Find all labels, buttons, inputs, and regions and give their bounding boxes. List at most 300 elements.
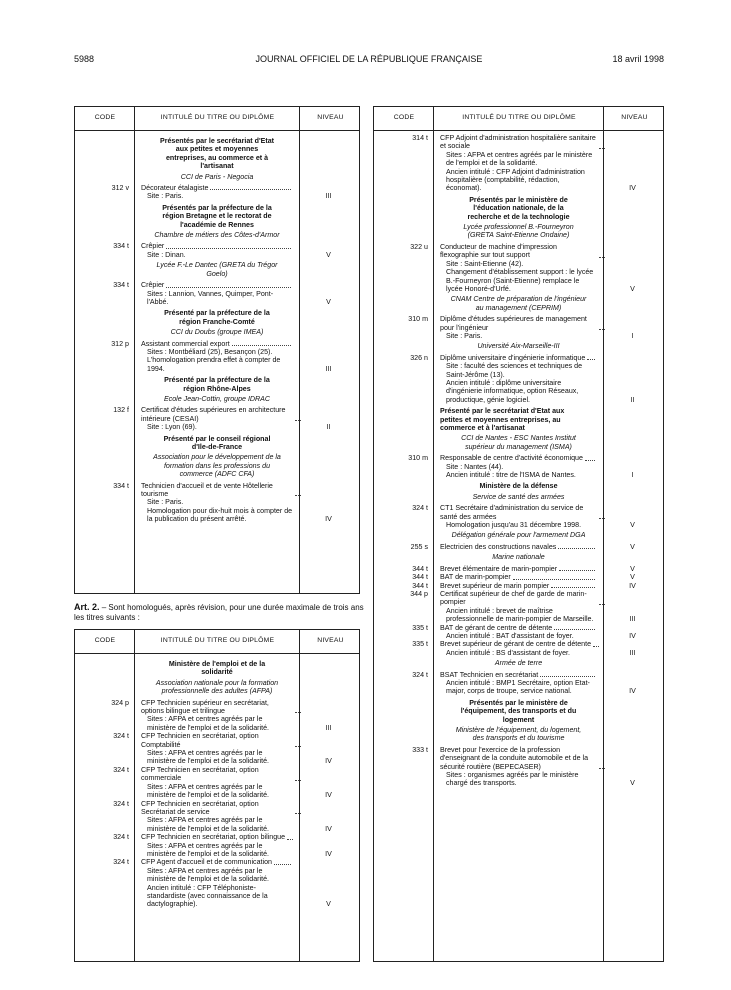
table-row	[75, 833, 359, 858]
institution-text: CCI du Doubs (groupe IMEA)	[170, 328, 264, 337]
section-text: Présenté par le secrétariat d'Etat aux petites et moyennes entreprises, au commerce et à l'artisanat	[440, 407, 565, 432]
table-row	[374, 624, 663, 641]
entry-title: Décorateur étalagiste	[141, 184, 209, 193]
entry-code: 326 n	[410, 353, 428, 362]
institution-row	[374, 529, 663, 542]
section-heading	[135, 134, 298, 171]
dot-leader	[274, 858, 291, 864]
empty-code	[374, 432, 434, 454]
table-row	[75, 242, 359, 259]
entry-title: CFP Technicien en secrétariat, option Secrétariat de service	[141, 799, 259, 816]
entry-title-line	[440, 573, 597, 581]
table-row	[374, 640, 663, 657]
table-row	[374, 573, 663, 581]
entry-niveau: IV	[325, 791, 332, 800]
table-row	[75, 800, 359, 834]
entry-title: Crêpier	[141, 281, 165, 290]
table-row	[374, 590, 663, 624]
entry-niveau: I	[631, 331, 634, 340]
entry-niveau: III	[325, 723, 332, 732]
empty-code	[374, 193, 434, 221]
entry-detail: Sites : AFPA et centres agréés par le ministère de l'emploi et de la solidarité.	[147, 715, 270, 732]
entry-title: Brevet supérieur de gérant de centre de détente	[440, 640, 592, 649]
entry-code: 312 v	[111, 184, 129, 193]
section-row	[75, 657, 359, 677]
entry-code: 344 p	[410, 589, 428, 598]
entry-title-line	[440, 315, 597, 332]
empty-niveau	[298, 171, 359, 184]
entry-detail: Site : Paris.	[446, 331, 483, 340]
entry-niveau: V	[630, 542, 635, 551]
entry-title: Brevet supérieur de marin pompier	[440, 581, 550, 590]
empty-code	[374, 221, 434, 243]
dot-leader	[166, 281, 291, 287]
header-intitule: INTITULÉ DU TITRE OU DIPLÔME	[160, 114, 275, 121]
entry-title-line	[440, 354, 597, 362]
entry-title: CFP Technicien en secrétariat, option bilingue	[141, 833, 286, 842]
entry-intitule	[434, 624, 602, 641]
section-text: Présenté par la préfecture de la région Rhône-Alpes	[164, 376, 270, 393]
institution-name	[135, 259, 298, 281]
entry-code: 344 t	[412, 564, 428, 573]
table-row	[374, 454, 663, 479]
header-intitule: INTITULÉ DU TITRE OU DIPLÔME	[160, 637, 275, 644]
entry-code: 324 t	[113, 799, 129, 808]
entry-title: Brevet pour l'exercice de la profession d'enseignant de la conduite automobile et de la sécurité routière (BEPECASER)	[440, 745, 589, 771]
empty-code	[374, 529, 434, 542]
table-row	[374, 243, 663, 293]
entry-niveau: V	[630, 779, 635, 788]
entry-niveau: IV	[629, 631, 636, 640]
entry-niveau: IV	[629, 581, 636, 590]
empty-code	[75, 259, 135, 281]
empty-code	[75, 657, 135, 677]
entry-code: 324 t	[113, 765, 129, 774]
entry-detail: Sites : Lannion, Vannes, Quimper, Pont-l'Abbé.	[147, 289, 274, 306]
table-row	[374, 671, 663, 696]
entry-niveau: I	[631, 471, 634, 480]
entry-title: Technicien d'accueil et de vente Hôtellerie tourisme	[141, 481, 273, 499]
table-row	[75, 766, 359, 800]
entry-title: BAT de gérant de centre de détente	[440, 623, 553, 632]
entry-title-line	[141, 858, 293, 866]
empty-niveau	[602, 293, 663, 315]
entry-detail: Site : Lyon (69).	[147, 423, 197, 432]
empty-niveau	[602, 529, 663, 542]
institution-text: Association nationale pour la formation professionnelle des adultes (AFPA)	[155, 678, 279, 696]
institution-name	[135, 451, 298, 481]
empty-niveau	[602, 404, 663, 432]
entry-code: 344 t	[412, 581, 428, 590]
institution-name	[434, 293, 602, 315]
entry-code: 334 t	[113, 481, 129, 490]
table-row	[374, 315, 663, 340]
empty-code	[75, 326, 135, 339]
institution-name	[434, 724, 602, 746]
section-heading	[434, 404, 602, 432]
entry-niveau: V	[326, 250, 331, 259]
entry-intitule	[135, 281, 298, 306]
entry-code: 132 f	[113, 406, 129, 415]
institution-row	[75, 259, 359, 281]
entry-niveau: III	[629, 615, 636, 624]
empty-code	[75, 201, 135, 229]
table-row	[75, 406, 359, 431]
entry-title: CFP Adjoint d'administration hospitalière sanitaire et sociale	[440, 134, 596, 151]
entry-detail: Sites : AFPA et centres agréés par le ministère de l'emploi et de la solidarité.	[147, 749, 270, 766]
entry-detail: Changement d'établissement support : le lycée B.-Fourneyron (Saint-Etienne) remplace le lycée Honoré-d'Urfé.	[446, 268, 594, 293]
entry-detail: Ancien intitulé : brevet de maîtrise professionnelle de marin-pompier de Marseille.	[446, 606, 594, 624]
entry-title: CT1 Secrétaire d'administration du service de santé des armées	[440, 504, 584, 521]
entry-niveau: IV	[325, 849, 332, 858]
entry-intitule	[434, 565, 602, 573]
entry-title-line	[141, 242, 293, 250]
entry-intitule	[135, 184, 298, 201]
entry-detail: Ancien intitulé : BAT d'assistant de foyer.	[446, 631, 574, 640]
empty-code	[374, 657, 434, 670]
entry-detail: Site : Paris.	[147, 192, 184, 201]
article-2	[74, 602, 364, 623]
institution-name	[135, 677, 298, 699]
entry-title-line	[440, 640, 597, 648]
entry-code: 312 p	[111, 339, 129, 348]
header-niveau: NIVEAU	[317, 637, 344, 644]
empty-code	[374, 724, 434, 746]
entry-title: CFP Agent d'accueil et de communication	[141, 858, 272, 867]
table-row	[75, 699, 359, 733]
entry-code: 310 m	[408, 315, 428, 324]
entry-code: 334 t	[113, 281, 129, 290]
section-row	[374, 696, 663, 724]
entry-code: 324 t	[113, 858, 129, 867]
entry-niveau: V	[326, 297, 331, 306]
entry-title-line	[440, 543, 597, 551]
entry-code: 333 t	[412, 745, 428, 754]
entry-intitule	[434, 640, 602, 657]
entry-niveau: II	[326, 423, 331, 432]
table-row	[374, 565, 663, 573]
header-niveau: NIVEAU	[317, 114, 344, 121]
entry-detail: Sites : AFPA et centres agréés par le ministère de l'emploi et de la solidarité.	[147, 841, 270, 858]
entry-detail: Sites : AFPA et centres agréés par le ministère de l'emploi et de la solidarité.	[147, 816, 270, 833]
empty-niveau	[298, 259, 359, 281]
entry-detail: Ancien intitulé : BS d'assistant de foyer.	[446, 648, 570, 657]
entry-intitule	[135, 406, 298, 431]
section-text: Présenté par la préfecture de la région Franche-Comté	[164, 309, 270, 326]
entry-intitule	[434, 354, 602, 404]
entry-intitule	[434, 573, 602, 581]
dot-leader	[587, 354, 595, 360]
entry-intitule	[135, 800, 298, 834]
table-right	[373, 106, 664, 962]
empty-niveau	[298, 451, 359, 481]
dot-leader	[540, 671, 595, 677]
entry-intitule	[135, 732, 298, 766]
article-label: Art. 2.	[74, 602, 100, 612]
institution-text: Service de santé des armées	[472, 492, 565, 501]
entry-niveau: II	[630, 395, 635, 404]
entry-title-line	[440, 243, 597, 260]
institution-text: Délégation générale pour l'armement DGA	[451, 531, 586, 540]
entry-title: Certificat supérieur de chef de garde de marin-pompier	[440, 589, 587, 607]
table-left-top	[74, 106, 360, 594]
empty-code	[374, 340, 434, 353]
table-row	[374, 746, 663, 788]
entry-detail: Ancien intitulé : diplôme universitaire d'ingénierie informatique, option Réseaux, productique, génie logiciel.	[446, 378, 579, 404]
section-text: Présenté par le conseil régional d'Ile-de-France	[163, 434, 271, 451]
institution-row	[75, 326, 359, 339]
section-row	[374, 193, 663, 221]
entry-title-line	[141, 406, 293, 423]
table-header	[75, 630, 359, 654]
empty-niveau	[298, 393, 359, 406]
institution-text: Association pour le développement de la formation dans les professions du commerce (ADFC CFA)	[153, 453, 281, 479]
institution-name	[434, 551, 602, 564]
entry-title-line	[440, 134, 597, 151]
table-row	[374, 134, 663, 193]
dot-leader	[559, 565, 595, 571]
entry-intitule	[135, 833, 298, 858]
institution-text: CNAM Centre de préparation de l'ingénieur au management (CEPRIM)	[450, 295, 587, 312]
entry-detail: Sites : organismes agréés par le ministère chargé des transports.	[446, 771, 579, 788]
entry-title-line	[141, 833, 293, 841]
entry-title-line	[440, 671, 597, 679]
dot-leader	[585, 454, 595, 460]
entry-title: CFP Technicien en secrétariat, option commerciale	[141, 765, 259, 783]
empty-code	[374, 696, 434, 724]
table-row	[75, 340, 359, 374]
header-code: CODE	[94, 114, 116, 121]
entry-niveau: IV	[325, 757, 332, 766]
entry-detail: Ancien intitulé : titre de l'ISMA de Nantes.	[446, 471, 576, 480]
empty-niveau	[602, 432, 663, 454]
entry-code: 334 t	[113, 242, 129, 251]
header-code: CODE	[94, 637, 116, 644]
table-row	[75, 858, 359, 908]
institution-row	[374, 657, 663, 670]
section-heading	[434, 193, 602, 221]
entry-title-line	[440, 454, 597, 462]
institution-name	[434, 432, 602, 454]
empty-niveau	[298, 201, 359, 229]
entry-intitule	[434, 243, 602, 293]
dot-leader	[210, 184, 291, 190]
entry-title-line	[440, 624, 597, 632]
institution-text: Université Aix-Marseille-III	[477, 342, 560, 351]
empty-niveau	[298, 657, 359, 677]
table-row	[374, 354, 663, 404]
section-text: Présentés par la préfecture de la région Bretagne et le rectorat de l'académie de Rennes	[162, 203, 272, 229]
dot-leader	[551, 582, 595, 588]
entry-title-line	[440, 746, 597, 771]
entry-code: 324 t	[412, 504, 428, 513]
institution-name	[434, 657, 602, 670]
entry-title: Diplôme universitaire d'ingénierie informatique	[440, 353, 586, 362]
entry-niveau: III	[325, 192, 332, 201]
empty-code	[75, 677, 135, 699]
entry-title-line	[440, 565, 597, 573]
entry-code: 324 p	[111, 698, 129, 707]
institution-name	[135, 171, 298, 184]
empty-code	[75, 393, 135, 406]
institution-text: Chambre de métiers des Côtes-d'Armor	[154, 231, 280, 240]
empty-niveau	[298, 326, 359, 339]
entry-detail: Site : Nantes (44).	[446, 462, 504, 471]
section-text: Ministère de l'emploi et de la solidarité	[168, 660, 266, 677]
entry-niveau: IV	[325, 824, 332, 833]
empty-niveau	[298, 432, 359, 452]
institution-row	[75, 229, 359, 242]
section-text: Présentés par le secrétariat d'Etat aux petites et moyennes entreprises, au commerce et à l'artisanat	[159, 137, 275, 171]
empty-niveau	[602, 221, 663, 243]
institution-row	[75, 393, 359, 406]
institution-row	[374, 724, 663, 746]
entry-intitule	[135, 482, 298, 524]
table-row	[374, 543, 663, 551]
institution-row	[374, 491, 663, 504]
entry-detail: Sites : AFPA et centres agréés par le ministère de l'emploi et de la solidarité.	[446, 150, 593, 168]
entry-title-line	[141, 281, 293, 289]
section-heading	[135, 201, 298, 229]
section-heading	[135, 306, 298, 326]
table-row	[75, 732, 359, 766]
entry-title-line	[141, 699, 293, 716]
entry-niveau: IV	[629, 184, 636, 193]
institution-text: Armée de terre	[494, 659, 543, 668]
entry-code: 335 t	[412, 623, 428, 632]
entry-detail: Homologation pour dix-huit mois à compter de la publication du présent arrêté.	[147, 506, 293, 524]
section-row	[75, 201, 359, 229]
entry-detail: L'homologation prendra effet à compter de 1994.	[147, 356, 281, 373]
entry-title-line	[141, 766, 293, 783]
institution-text: Ministère de l'équipement, du logement, des transports et du tourisme	[455, 726, 582, 743]
table-header	[75, 107, 359, 131]
entry-detail: Ancien intitulé : CFP Adjoint d'administration hospitalière (comptabilité, rédaction, économat).	[446, 167, 585, 193]
entry-title: Conducteur de machine d'impression flexographie sur tout support	[440, 242, 557, 260]
empty-niveau	[602, 340, 663, 353]
entry-title-line	[141, 184, 293, 192]
entry-title: Assistant commercial export	[141, 339, 230, 348]
entry-intitule	[434, 582, 602, 590]
entry-title: BSAT Technicien en secrétariat	[440, 670, 539, 679]
empty-niveau	[298, 373, 359, 393]
empty-niveau	[298, 229, 359, 242]
entry-code: 324 t	[412, 670, 428, 679]
entry-niveau: V	[630, 564, 635, 573]
empty-niveau	[602, 479, 663, 490]
dot-leader	[232, 340, 291, 346]
empty-niveau	[298, 134, 359, 171]
institution-row	[374, 293, 663, 315]
page-number: 5988	[74, 54, 95, 64]
entry-intitule	[434, 543, 602, 551]
entry-niveau: IV	[325, 515, 332, 524]
journal-title: JOURNAL OFFICIEL DE LA RÉPUBLIQUE FRANÇAISE	[255, 54, 483, 64]
entry-detail: Homologation jusqu'au 31 décembre 1998.	[446, 521, 582, 530]
header-code: CODE	[393, 114, 415, 121]
entry-intitule	[434, 454, 602, 479]
entry-intitule	[135, 858, 298, 908]
section-heading	[434, 479, 602, 490]
institution-row	[374, 340, 663, 353]
table-row	[75, 281, 359, 306]
entry-code: 322 u	[410, 242, 428, 251]
entry-title: Brevet élémentaire de marin-pompier	[440, 564, 558, 573]
institution-row	[374, 551, 663, 564]
empty-niveau	[602, 491, 663, 504]
institution-text: Lycée F.-Le Dantec (GRETA du Trégor Goelo)	[156, 261, 278, 278]
table-body	[75, 134, 359, 593]
section-row	[75, 134, 359, 171]
entry-title: CFP Technicien supérieur en secrétariat, options bilingue et trilingue	[141, 698, 269, 716]
entry-code: 255 s	[410, 542, 428, 551]
institution-text: Ecole Jean-Cottin, groupe IDRAC	[163, 394, 271, 403]
empty-niveau	[298, 677, 359, 699]
entry-title-line	[141, 800, 293, 817]
empty-niveau	[602, 551, 663, 564]
entry-title: Responsable de centre d'activité économique	[440, 454, 583, 463]
institution-name	[434, 221, 602, 243]
empty-niveau	[602, 696, 663, 724]
entry-title: BAT de marin-pompier	[440, 573, 511, 582]
empty-code	[374, 479, 434, 490]
entry-detail: Ancien intitulé : BMP1 Secrétaire, option Etat-major, corps de troupe, service national.	[446, 678, 590, 696]
entry-detail: Sites : AFPA et centres agréés par le ministère de l'emploi et de la solidarité.	[147, 866, 270, 884]
institution-name	[434, 340, 602, 353]
empty-code	[75, 306, 135, 326]
empty-code	[75, 229, 135, 242]
institution-row	[75, 451, 359, 481]
empty-niveau	[298, 306, 359, 326]
entry-niveau: V	[326, 900, 331, 909]
entry-niveau: III	[629, 648, 636, 657]
section-heading	[135, 657, 298, 677]
entry-title: Crêpier	[141, 242, 165, 251]
entry-niveau: III	[325, 364, 332, 373]
table-row	[75, 482, 359, 524]
dot-leader	[287, 833, 293, 839]
entry-title: Diplôme d'études supérieures de management pour l'ingénieur	[440, 315, 587, 332]
entry-code: 344 t	[412, 573, 428, 582]
table-row	[374, 504, 663, 529]
empty-code	[75, 373, 135, 393]
entry-niveau: V	[630, 521, 635, 530]
table-header	[374, 107, 663, 131]
section-row	[374, 479, 663, 490]
section-heading	[135, 432, 298, 452]
entry-title-line	[440, 504, 597, 521]
entry-intitule	[434, 134, 602, 193]
institution-name	[135, 393, 298, 406]
entry-detail: Site : Paris.	[147, 498, 184, 507]
section-text: Présentés par le ministère de l'équipement, des transports et du logement	[460, 698, 577, 724]
empty-code	[374, 404, 434, 432]
dot-leader	[593, 640, 599, 646]
empty-niveau	[602, 724, 663, 746]
entry-intitule	[135, 699, 298, 733]
entry-niveau: V	[630, 284, 635, 293]
article-text: – Sont homologués, après révision, pour une durée maximale de trois ans les titres suivants :	[74, 603, 364, 622]
empty-code	[75, 134, 135, 171]
entry-detail: Site : Saint-Etienne (42).	[446, 259, 524, 268]
institution-row	[75, 171, 359, 184]
institution-text: Marine nationale	[492, 553, 545, 562]
table-body	[374, 134, 663, 961]
entry-niveau: IV	[629, 687, 636, 696]
entry-intitule	[434, 504, 602, 529]
entry-title: Certificat d'études supérieures en architecture intérieure (CESAI)	[141, 406, 286, 423]
empty-code	[374, 293, 434, 315]
